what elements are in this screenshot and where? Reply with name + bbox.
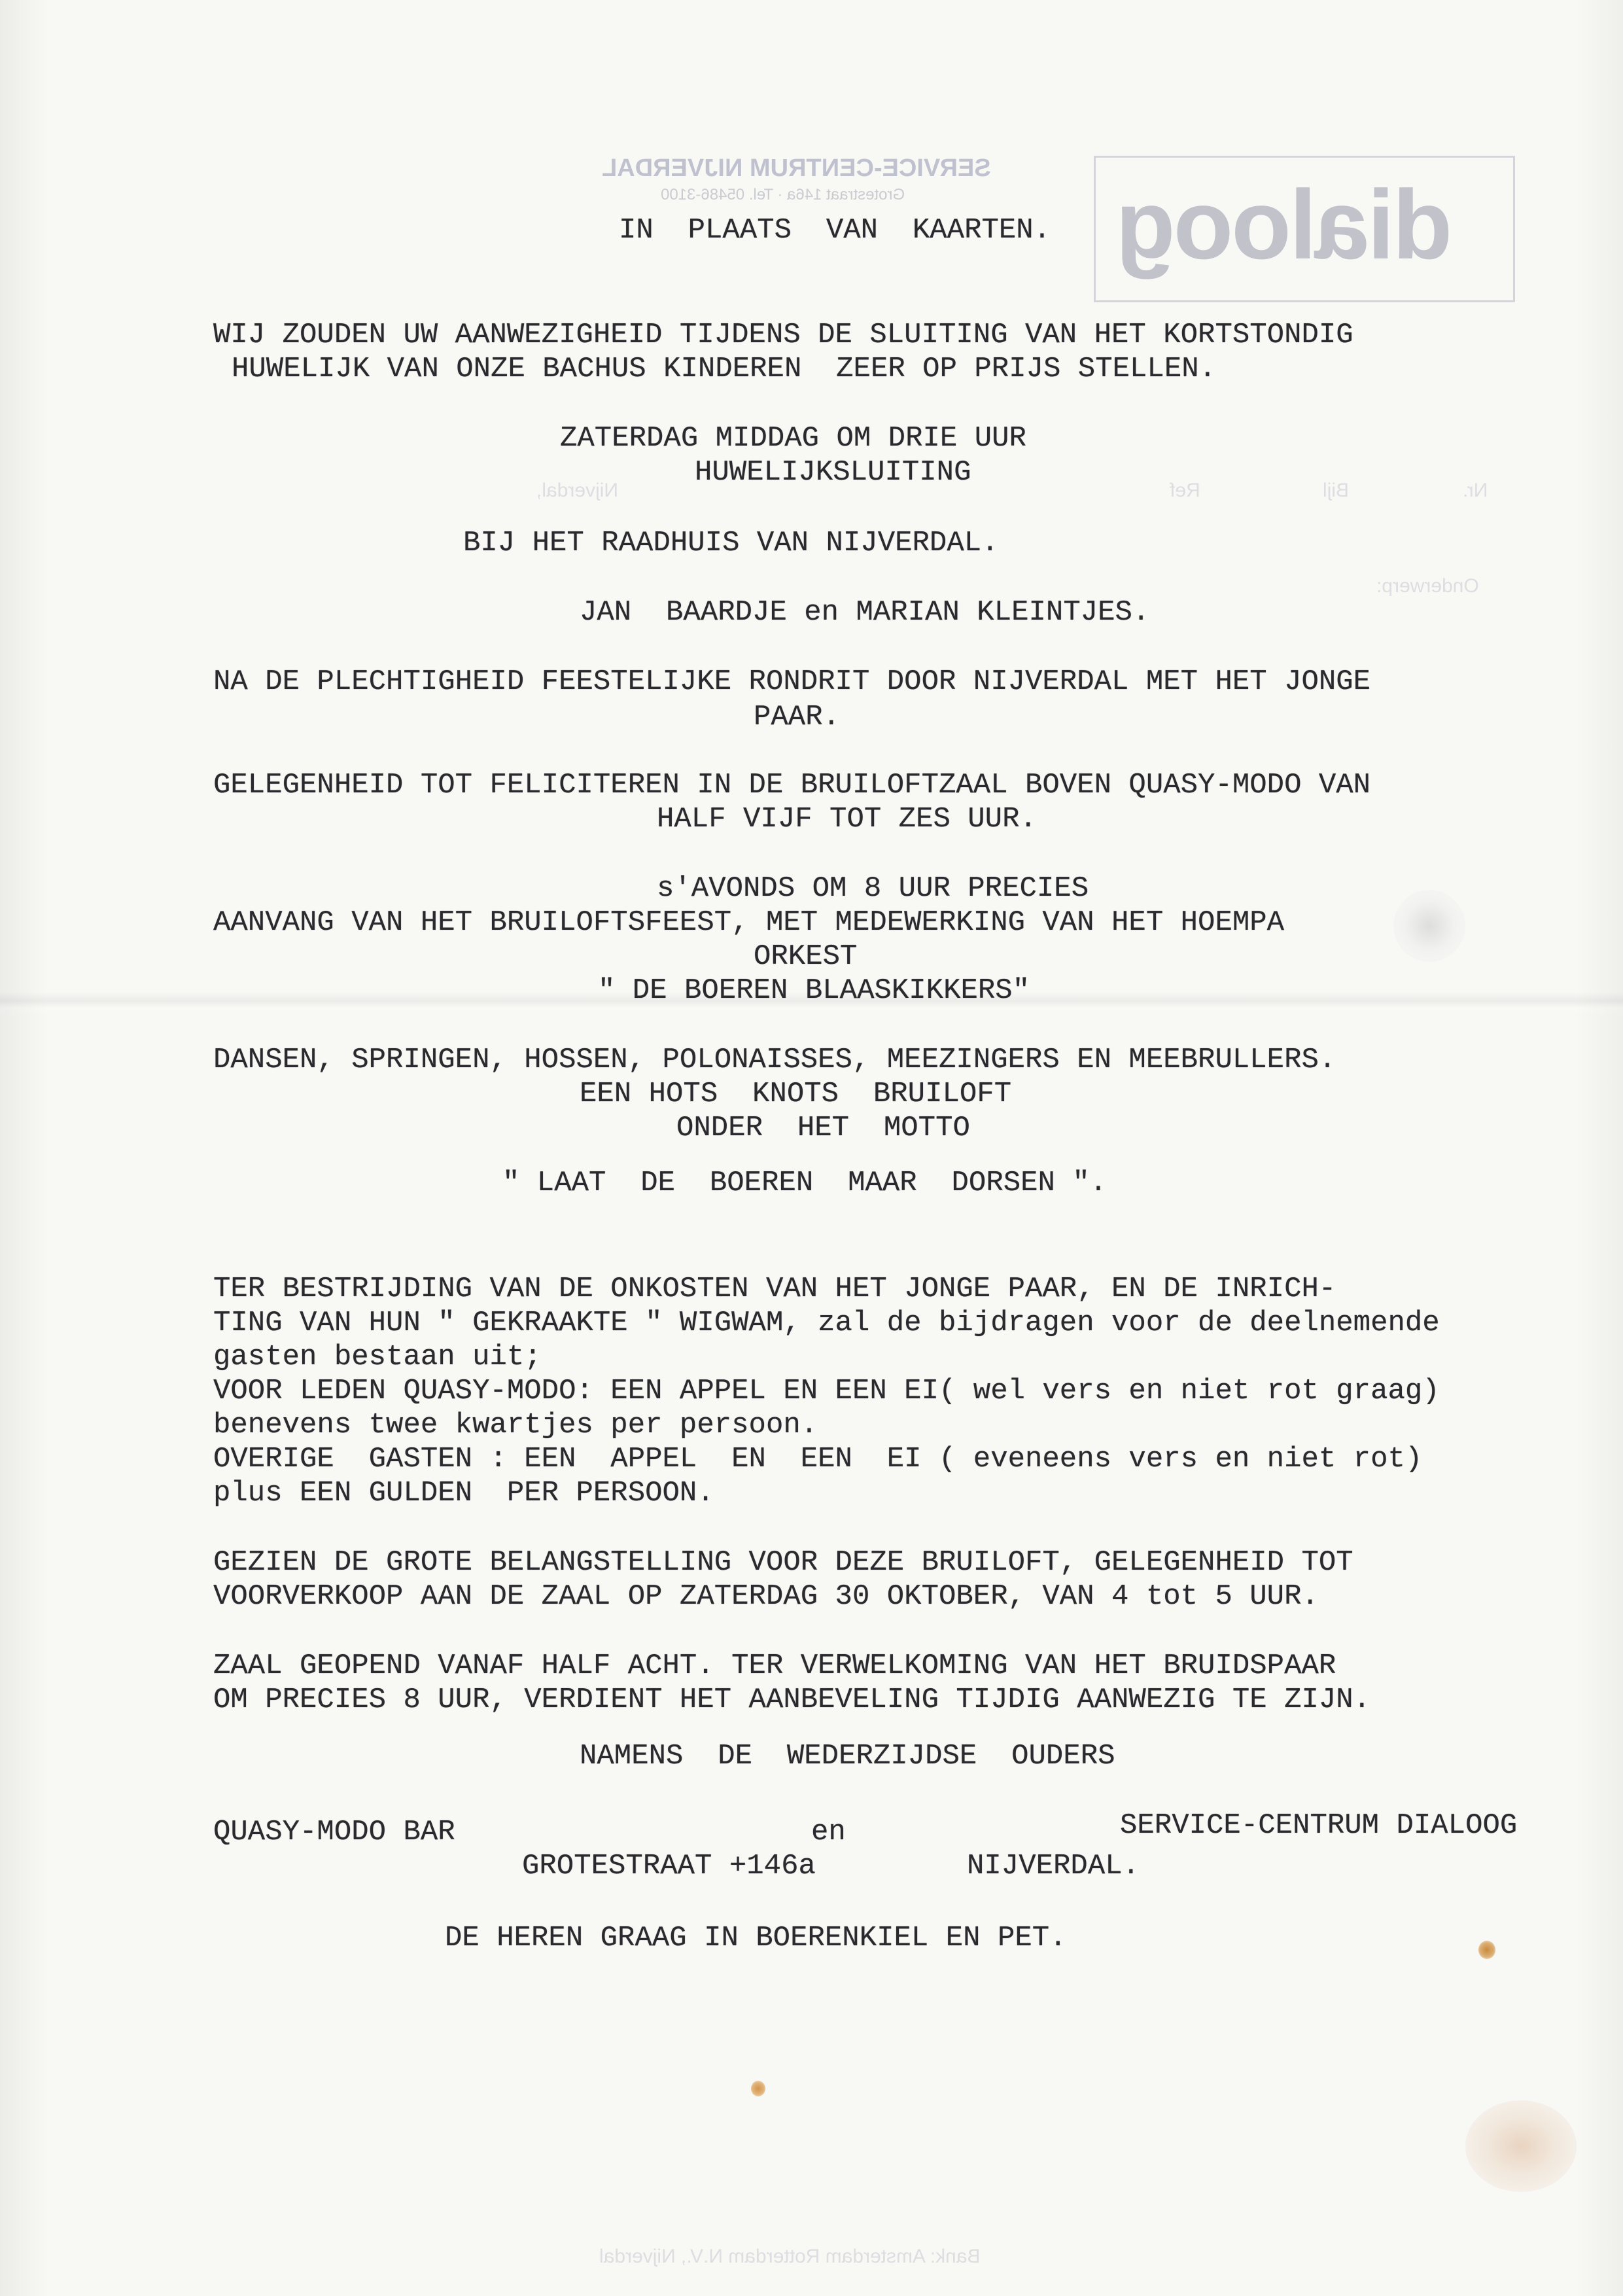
address-town: NIJVERDAL.: [967, 1850, 1140, 1882]
members-contribution-line-1: VOOR LEDEN QUASY-MODO: EEN APPEL EN EEN EI( wel vers en niet rot graag): [213, 1375, 1440, 1407]
band-name: " DE BOEREN BLAASKIKKERS": [598, 974, 1030, 1007]
letterhead-field-nijverdal: Nijverdal,: [536, 480, 619, 501]
host-quasy-modo-bar: QUASY-MODO BAR: [213, 1816, 455, 1848]
letterhead-field-onderwerp: Onderwerp:: [1376, 575, 1479, 597]
guests-contribution-line-2: plus EEN GULDEN PER PERSOON.: [213, 1477, 714, 1510]
letterhead-bank-footer: Bank: Amsterdam Rotterdam N.V., Nijverdal: [599, 2246, 981, 2267]
felicitation-line-1: GELEGENHEID TOT FELICITEREN IN DE BRUILOFTZAAL BOVEN QUASY-MODO VAN: [213, 769, 1371, 802]
hosts-conjunction: en: [811, 1816, 846, 1848]
invitation-heading: IN PLAATS VAN KAARTEN.: [619, 214, 1051, 247]
letterhead-heading: SERVICE-CENTRUM NIJVERDAL: [602, 154, 991, 182]
ceremony-time: ZATERDAG MIDDAG OM DRIE UUR: [560, 422, 1026, 455]
dress-code: DE HEREN GRAAG IN BOERENKIEL EN PET.: [445, 1922, 1067, 1954]
evening-party-line-2: ORKEST: [754, 940, 858, 973]
presale-line-1: GEZIEN DE GROTE BELANGSTELLING VOOR DEZE BRUILOFT, GELEGENHEID TOT: [213, 1546, 1353, 1579]
guests-contribution-line-1: OVERIGE GASTEN : EEN APPEL EN EEN EI ( eveneens vers en niet rot): [213, 1443, 1423, 1475]
letterhead-address: Grotestraat 146a · Tel. 05486-3100: [661, 186, 905, 203]
rondrit-line-1: NA DE PLECHTIGHEID FEESTELIJKE RONDRIT DOOR NIJVERDAL MET HET JONGE: [213, 665, 1371, 698]
costs-line-3: gasten bestaan uit;: [213, 1341, 542, 1373]
felicitation-line-2: HALF VIJF TOT ZES UUR.: [657, 803, 1037, 836]
invitation-intro-line-2: HUWELIJK VAN ONZE BACHUS KINDEREN ZEER OP PRIJS STELLEN.: [232, 353, 1217, 385]
rondrit-line-2: PAAR.: [754, 701, 841, 733]
motto: " LAAT DE BOEREN MAAR DORSEN ".: [502, 1167, 1108, 1199]
host-service-centrum-dialoog: SERVICE-CENTRUM DIALOOG: [1120, 1809, 1518, 1842]
letterhead-field-ref: Ref: [1170, 480, 1200, 501]
costs-line-2: TING VAN HUN " GEKRAAKTE " WIGWAM, zal de bijdragen voor de deelnemende: [213, 1307, 1440, 1339]
letterhead-logo-dialoog: dialoog: [1117, 169, 1453, 279]
on-behalf-of-parents: NAMENS DE WEDERZIJDSE OUDERS: [580, 1740, 1115, 1773]
evening-party-line-1: AANVANG VAN HET BRUILOFTSFEEST, MET MEDEWERKING VAN HET HOEMPA: [213, 906, 1285, 939]
presale-line-2: VOORVERKOOP AAN DE ZAAL OP ZATERDAG 30 OKTOBER, VAN 4 tot 5 UUR.: [213, 1580, 1319, 1613]
evening-time: s'AVONDS OM 8 UUR PRECIES: [657, 872, 1089, 905]
members-contribution-line-2: benevens twee kwartjes per persoon.: [213, 1409, 818, 1441]
activities-line: DANSEN, SPRINGEN, HOSSEN, POLONAISSES, MEEZINGERS EN MEEBRULLERS.: [213, 1044, 1336, 1076]
motto-intro-line: ONDER HET MOTTO: [676, 1112, 970, 1144]
costs-line-1: TER BESTRIJDING VAN DE ONKOSTEN VAN HET JONGE PAAR, EN DE INRICH-: [213, 1273, 1336, 1305]
opening-line-1: ZAAL GEOPEND VANAF HALF ACHT. TER VERWELKOMING VAN HET BRUIDSPAAR: [213, 1650, 1336, 1682]
letterhead-field-bijl: Bijl: [1323, 480, 1350, 501]
invitation-intro-line-1: WIJ ZOUDEN UW AANWEZIGHEID TIJDENS DE SLUITING VAN HET KORTSTONDIG: [213, 319, 1353, 351]
hots-knots-line: EEN HOTS KNOTS BRUILOFT: [580, 1078, 1012, 1110]
ceremony-title: HUWELIJKSLUITING: [695, 456, 971, 489]
opening-line-2: OM PRECIES 8 UUR, VERDIENT HET AANBEVELING TIJDIG AANWEZIG TE ZIJN.: [213, 1684, 1371, 1716]
letterhead-field-nr: Nr.: [1463, 480, 1488, 501]
couple-names: JAN BAARDJE en MARIAN KLEINTJES.: [580, 596, 1150, 629]
ceremony-location: BIJ HET RAADHUIS VAN NIJVERDAL.: [463, 527, 999, 559]
address-street: GROTESTRAAT +146a: [522, 1850, 816, 1882]
